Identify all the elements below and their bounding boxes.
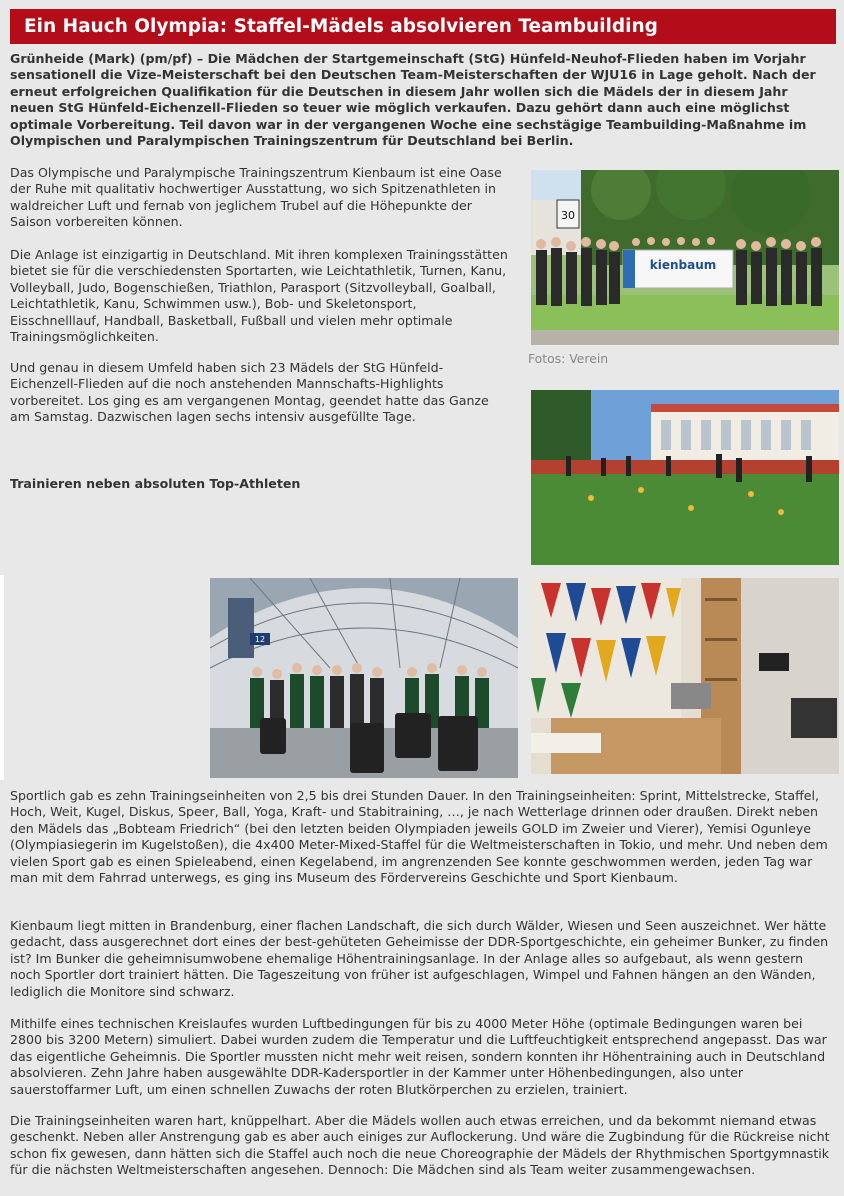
platform-number: 12 <box>254 635 266 644</box>
article-title-bar <box>10 9 836 44</box>
speed-sign-text: 30 <box>561 209 575 222</box>
paragraph-3: Und genau in diesem Umfeld haben sich 23 Mädels der StG Hünfeld-Eichenzell-Flieden auf die noch anstehenden Mannschafts-Highlights vorbereitet. Los ging es am vergangenen Montag, geendet hatte das Ganze am Samstag. Dazwischen lagen sechs intensiv ausgefüllte Tage. <box>10 360 489 425</box>
article-title: Ein Hauch Olympia: Staffel-Mädels absolvieren Teambuilding <box>24 16 658 37</box>
paragraph-6: Mithilfe eines technischen Kreislaufes wurden Luftbedingungen für bis zu 4000 Meter Höhe (optimale Bedingungen waren bei 2800 bis 3200 Metern) simuliert. Dabei wurden zudem die Temperatur und die Luftfeuchtigkeit entsprechend angepasst. Das war das eigentliche Geheimnis. Die Sportler mussten nicht mehr weit reisen, sondern konnten ihr Höhentraining auch in Deutschland absolvieren. Zehn Jahre haben ausgewählte DDR-Kadersportler in der Kammer unter Höhenbedingungen, also unter sauerstoffarmer Luft, um einen schnellen Zuwachs der roten Blutkörperchen zu erzielen, trainiert. <box>10 1016 827 1097</box>
photo-train-station <box>210 578 518 778</box>
photo-caption: Fotos: Verein <box>528 351 609 366</box>
lead-paragraph: Grünheide (Mark) (pm/pf) – Die Mädchen der Startgemeinschaft (StG) Hünfeld-Neuhof-Flieden haben im Vorjahr sensationell die Vize-Meisterschaft bei den Deutschen Team-Meisterschaften der WJU16 in Lage geholt. Nach der erneut erfolgreichen Qualifikation für die Deutschen in diesem Jahr wollen sich die Mädels der in diesem Jahr neuen StG Hünfeld-Eichenzell-Flieden so teuer wie möglich verkaufen. Dazu gehört dann auch eine möglichst optimale Vorbereitung. Teil davon war in der vergangenen Woche eine sechstägige Teambuilding-Maßnahme im Olympischen und Paralympischen Trainingszentrum für Deutschland bei Berlin. <box>10 51 816 149</box>
photo-training-field <box>531 390 839 565</box>
paragraph-4: Sportlich gab es zehn Trainingseinheiten von 2,5 bis drei Stunden Dauer. In den Trainingseinheiten: Sprint, Mittelstrecke, Staffel, Hoch, Weit, Kugel, Diskus, Speer, Ball, Yoga, Kraft- und Stabitraining, …, je nach Wetterlage drinnen oder draußen. Direkt neben den Mädels das „Bobteam Friedrich“ (bei den letzten beiden Olympiaden jeweils GOLD im Zweier und Vierer), Yemisi Ogunleye (Olympiasiegerin im Kugelstoßen), die 4x400 Meter-Mixed-Staffel für die Weltmeisterschaften in Tokio, und mehr. Und neben dem vielen Sport gab es einen Spieleabend, einen Kegelabend, im angrenzenden See konnte geschwommen werden, jeden Tag war man mit dem Fahrrad unterwegs, es ging ins Museum des Fördervereins Geschichte und Sport Kienbaum. <box>10 788 828 886</box>
subheading: Trainieren neben absoluten Top-Athleten <box>10 476 301 491</box>
banner-kienbaum-text: kienbaum <box>649 258 717 272</box>
photo-museum-pennants <box>531 578 839 774</box>
paragraph-7: Die Trainingseinheiten waren hart, knüppelhart. Aber die Mädels wollen auch etwas erreichen, und da bekommt niemand etwas geschenkt. Neben aller Anstrengung gab es aber auch einiges zur Auflockerung. Und wäre die Zugbindung für die Rückreise nicht schon fix gewesen, dann hätten sich die Staffel auch noch die neue Choreographie der Mädels der Rhythmischen Sportgymnastik für die nächsten Weltmeisterschaften angesehen. Dennoch: Die Mädchen sind als Team weiter zusammengewachsen. <box>10 1113 830 1178</box>
photo-group-kienbaum-banner <box>531 170 839 345</box>
left-margin-strip <box>0 575 4 780</box>
paragraph-5: Kienbaum liegt mitten in Brandenburg, einer flachen Landschaft, die sich durch Wälder, Wiesen und Seen auszeichnet. Wer hätte gedacht, dass ausgerechnet dort eines der best-gehüteten Geheimisse der DDR-Sportgeschichte, ein geheimer Bunker, zu finden ist? Im Bunker die geheimnisumwobene ehemalige Höhentrainingsanlage. In der Anlage alles so aufgebaut, als wenn gestern noch Sportler dort trainiert hätten. Die Tageszeitung von früher ist aufgeschlagen, Wimpel und Fahnen hängen an den Wänden, lediglich die Monitore sind schwarz. <box>10 918 829 999</box>
paragraph-2: Die Anlage ist einzigartig in Deutschland. Mit ihren komplexen Trainingsstätten bietet sie für die verschiedensten Sportarten, wie Leichtathletik, Turnen, Kanu, Volleyball, Judo, Bogenschießen, Triathlon, Parasport (Sitzvolleyball, Goalball, Leichtathletik, Kanu, Schwimmen usw.), Bob- und Skeletonsport, Eisschnelllauf, Handball, Basketball, Fußball und vielen mehr optimale Trainingsmöglichkeiten. <box>10 247 508 345</box>
paragraph-1: Das Olympische und Paralympische Trainingszentrum Kienbaum ist eine Oase der Ruhe mit qualitativ hochwertiger Ausstattung, wo sich Spitzenathleten in waldreicher Luft und fernab von jeglichem Trubel auf die Höhepunkte der Saison vorbereiten können. <box>10 165 502 230</box>
